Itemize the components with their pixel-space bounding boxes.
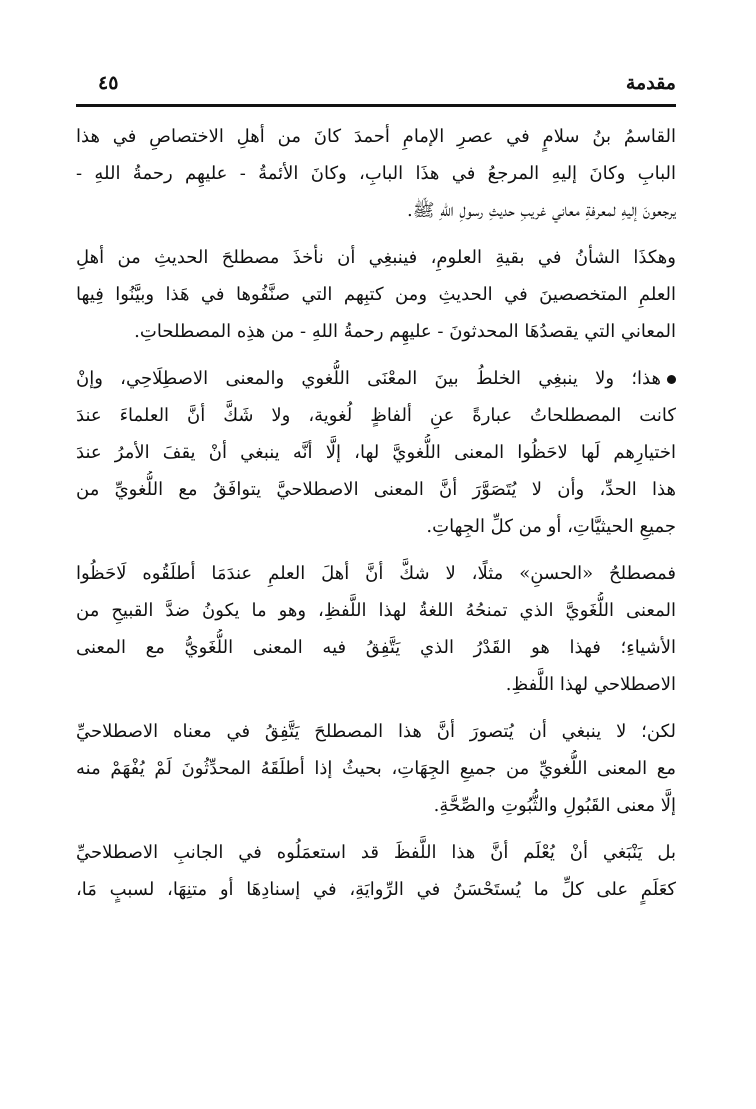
text-line: هذا؛ ولا ينبغِي الخلطُ بينَ المعْنَى اللُّغوي والمعنى الاصطِلَاحِي، وإنْ xyxy=(76,368,661,389)
text-line: جميعِ الحيثيَّاتِ، أو من كلِّ الجِهاتِ. xyxy=(426,516,676,537)
text-line: اختيارِهم لَها لاحَظُوا المعنى اللُّغويَّ لها، إلَّا أنَّه ينبغي أنْ يقفَ الأمرُ عندَ xyxy=(76,442,676,463)
bullet-icon xyxy=(667,375,676,384)
text-line: الاصطلاحي لهذا اللَّفظِ. xyxy=(505,674,676,695)
text-line: العلمِ المتخصصينَ في الحديثِ ومن كتبِهم التي صنَّفُوها في هَذا وبيَّنُوا فِيها xyxy=(76,284,676,305)
paragraph xyxy=(76,555,676,703)
page-number: ٤٥ xyxy=(98,72,119,94)
text-line-with-bullet xyxy=(76,360,676,397)
text-line: القاسمُ بنُ سلامٍ في عصرِ الإمامِ أحمدَ كانَ من أهلِ الاختصاصِ في هذا xyxy=(76,126,676,147)
page-header xyxy=(76,66,676,102)
header-rule xyxy=(76,104,676,107)
text-line: وهكذَا الشأنُ في بقيةِ العلومِ، فينبغِي أن نأخذَ مصطلحَ الحديثِ من أهلِ xyxy=(76,247,676,268)
body-text xyxy=(76,118,676,918)
text-line: هذا الحدِّ، وأن لا يُتَصَوَّرَ أنَّ المعنى الاصطلاحيَّ يتوافَقُ مع اللُّغويِّ من xyxy=(76,479,676,500)
text-line: لكن؛ لا ينبغي أن يُتصورَ أنَّ هذا المصطلحَ يَتَّفِقُ في معناه الاصطلاحيِّ xyxy=(76,721,676,742)
text-line: الأشياءِ؛ فهذا هو القَدْرُ الذي يَتَّفِقُ فيه المعنى اللُّغَويُّ مع المعنى xyxy=(76,637,676,658)
text-line: فمصطلحُ «الحسنِ» مثلًا، لا شكَّ أنَّ أهلَ العلمِ عندَمَا أطلَقُوه لَاحَظُوا xyxy=(76,563,676,584)
section-title: مقدمة xyxy=(625,72,676,94)
text-line: بل يَنْبَغي أنْ يُعْلَم أنَّ هذا اللَّفظَ قد استعمَلُوه في الجانبِ الاصطلاحيِّ xyxy=(76,842,676,863)
text-line: المعاني التي يقصدُهَا المحدثونَ - عليهِم رحمةُ اللهِ - من هذِه المصطلحاتِ. xyxy=(134,321,676,342)
paragraph xyxy=(76,713,676,824)
text-line: البابِ وكانَ إليهِ المرجعُ في هذَا البابِ، وكانَ الأئمةُ - عليهِم رحمةُ اللهِ - xyxy=(76,163,676,184)
paragraph xyxy=(76,834,676,908)
text-line: المعنى اللُّغَويَّ الذي تمنحُهُ اللغةُ لهذا اللَّفظِ، وهو ما يكونُ ضدَّ القبيحِ من xyxy=(76,600,676,621)
paragraph xyxy=(76,239,676,350)
paragraph xyxy=(76,360,676,545)
text-line: كعَلَمٍ على كلِّ ما يُستَحْسَنُ في الرِّوايَةِ، في إسنادِهَا أو متنِهَا، لسببٍ مَا، xyxy=(76,879,676,900)
text-line: كانت المصطلحاتُ عبارةً عنِ ألفاظٍ لُغوية، ولا شَكَّ أنَّ العلماءَ عندَ xyxy=(76,405,676,426)
text-line: مع المعنى اللُّغويِّ من جميعِ الجِهَاتِ، بحيثُ إذا أطلَقَهُ المحدِّثُونَ لَمْ يُفْهَمْ منه xyxy=(76,758,676,779)
text-line: يرجعونَ إليهِ لمعرفةِ معاني غريبِ حديثِ رسولِ اللهِ ﷺ. xyxy=(407,200,676,221)
paragraph xyxy=(76,118,676,229)
text-line: إلَّا معنى القَبُولِ والثُّبُوتِ والصِّحَّةِ. xyxy=(433,795,676,816)
